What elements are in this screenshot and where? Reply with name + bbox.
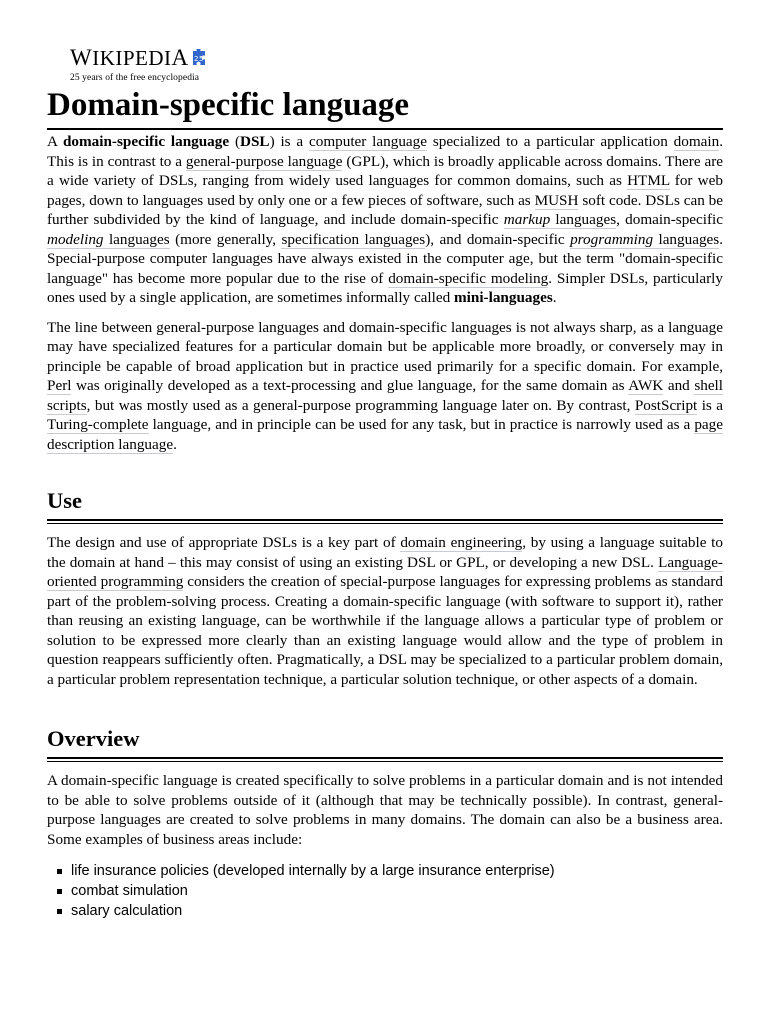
- article-link[interactable]: HTML: [627, 172, 670, 189]
- bold-term: DSL: [240, 133, 270, 150]
- text-run: ), and domain-specific: [425, 230, 571, 248]
- text-run: and: [663, 377, 695, 394]
- overview-paragraph-1: [47, 771, 723, 849]
- text-run: .: [173, 435, 177, 453]
- article-body: [47, 132, 723, 921]
- svg-text:25: 25: [193, 55, 204, 63]
- text-run: specialized to a particular application: [426, 133, 674, 150]
- article-link[interactable]: AWK: [628, 377, 664, 394]
- list-item: life insurance policies (developed internally by a large insurance enterprise): [47, 861, 723, 881]
- text-run: (: [229, 133, 241, 150]
- text-run: ) is a: [269, 133, 309, 150]
- article-link[interactable]: general-purpose language: [185, 152, 343, 170]
- article-link[interactable]: shell scripts: [47, 377, 723, 414]
- text-run: The design and use of appropriate DSLs is a key part of: [47, 534, 401, 551]
- text-run: (GPL), which is broadly applicable across domains. There are a wide variety of DSLs, ranging from widely used languages for common domains, such as: [47, 152, 724, 189]
- article-link[interactable]: languages: [103, 230, 170, 248]
- section-divider-thin: [47, 761, 723, 762]
- section-divider: [47, 757, 723, 759]
- article-link[interactable]: programming: [570, 230, 654, 248]
- article-link[interactable]: Perl: [47, 377, 72, 394]
- section-heading-overview: Overview: [47, 726, 140, 751]
- puzzle-globe-25-icon: [190, 49, 208, 67]
- section-overview: [47, 725, 723, 921]
- text-run: , domain-specific: [616, 211, 724, 228]
- text-run: . Simpler DSLs, particularly ones used by a single application, are sometimes informally called: [47, 269, 723, 306]
- text-run: for web pages, down to languages used by only one or a few pieces of software, such as: [47, 172, 723, 209]
- section-heading-use: Use: [47, 488, 82, 513]
- page-title: Domain-specific language: [47, 87, 410, 123]
- list-item: combat simulation: [47, 881, 723, 901]
- text-run: (more generally,: [169, 230, 282, 248]
- article-link[interactable]: domain engineering: [400, 534, 523, 551]
- section-divider-thin: [47, 523, 723, 524]
- section-use: [47, 487, 723, 689]
- article-link[interactable]: specification languages: [281, 230, 426, 248]
- intro-paragraph-2: [47, 318, 723, 455]
- text-run: is a: [697, 396, 723, 414]
- article-link[interactable]: MUSH: [534, 191, 579, 209]
- article-link[interactable]: computer language: [308, 133, 427, 150]
- intro-paragraph-1: [47, 132, 723, 308]
- text-run: . This is in contrast to a: [47, 133, 723, 170]
- use-paragraph-1: [47, 533, 723, 689]
- article-link[interactable]: PostScript: [634, 396, 698, 414]
- business-areas-list: [47, 861, 723, 921]
- text-run: considers the creation of special-purpose languages for expressing problems as standard part of the problem-solving process. Creating a domain-specific language (with software to support it), rather than reusing an existing language, can be worthwhile if the language allows a particular type of problem or solution to be expressed more clearly than an existing language would allow and the type of problem in question reappears sufficiently often. Pragmatically, a DSL may be specialized to a particular problem domain, a particular problem representation technique, a particular solution technique, or other aspects of a domain.: [47, 573, 723, 688]
- text-run: soft code. DSLs can be further subdivided by the kind of language, and include domain-specific: [47, 191, 723, 228]
- text-run: language, and in principle can be used for any task, but in practice is narrowly used as a: [148, 416, 695, 433]
- list-item: salary calculation: [47, 901, 723, 921]
- text-run: The line between general-purpose languages and domain-specific languages is not always sharp, as a language may have specialized features for a particular domain but be applicable more broadly, or conversely may in principle be capable of broad application but in practice used primarily for a specific domain. For example,: [47, 318, 723, 375]
- wikipedia-logo[interactable]: [70, 46, 208, 83]
- logo-tagline: 25 years of the free encyclopedia: [70, 73, 200, 83]
- bold-term: mini-languages: [454, 289, 553, 306]
- logo-wordmark: W IKIPEDI A 25: [70, 46, 208, 70]
- section-divider: [47, 519, 723, 521]
- text-run: A domain-specific language is created specifically to solve problems in a particular domain and is not intended to be able to solve problems outside of it (although that may be technically possible). In contrast, general-purpose languages are created to solve problems in many domains. The domain can also be a business area. Some examples of business areas include:: [47, 772, 723, 848]
- article-link[interactable]: Language-oriented programming: [47, 553, 723, 590]
- article-link[interactable]: Turing-complete: [47, 416, 149, 433]
- article-link[interactable]: modeling: [47, 230, 104, 248]
- text-run: , but was mostly used as a general-purpose programming language later on. By contrast,: [86, 396, 635, 414]
- bold-term: domain-specific language: [62, 133, 230, 150]
- text-run: , by using a language suitable to the domain at hand – this may consist of using an existing DSL or GPL, or developing a new DSL.: [47, 534, 723, 571]
- text-run: . Special-purpose computer languages have always existed in the computer age, but the term "domain-specific language" has become more popular due to the rise of: [47, 230, 723, 287]
- article-link[interactable]: markup: [503, 211, 551, 228]
- text-run: was originally developed as a text-processing and glue language, for the same domain as: [71, 377, 629, 394]
- article-link[interactable]: domain: [673, 133, 720, 150]
- title-divider: [47, 128, 723, 130]
- text-run: .: [552, 289, 557, 306]
- article-link[interactable]: languages: [653, 230, 720, 248]
- article-link[interactable]: page description language: [47, 416, 723, 453]
- article-link[interactable]: languages: [550, 211, 617, 228]
- text-run: A: [47, 133, 63, 150]
- article-link[interactable]: domain-specific modeling: [388, 269, 549, 287]
